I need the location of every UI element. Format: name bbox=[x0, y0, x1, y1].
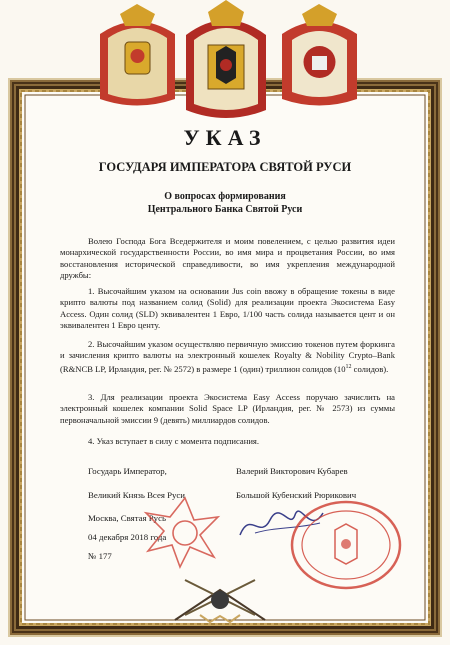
coat-of-arms-right bbox=[272, 4, 367, 114]
official-seal bbox=[290, 500, 402, 590]
decree-topic bbox=[0, 190, 450, 216]
signatory-title-1: Государь Император, bbox=[88, 466, 167, 476]
decree-title: УКАЗ bbox=[183, 125, 267, 150]
decree-number: № 177 bbox=[88, 551, 112, 561]
coat-of-arms-left bbox=[90, 4, 185, 114]
paragraph-3: 3. Для реализации проекта Экосистема Easy Access поручаю зачислить на электронный кошелек компании Solid Space LP (Ирландия, рег. № 2573) из суммы первоначальной эмиссии 9 (девять) миллиардов солидов. bbox=[60, 392, 395, 425]
topic-line-2: Центрального Банка Святой Руси bbox=[147, 204, 303, 215]
paragraph-1: 1. Высочайшим указом на основании Jus coin ввожу в обращение токены в виде крипто валюты под названием солид (Solid) для реализации проекта Экосистема Easy Access. Один солид (SLD) эквивалентен 1 Евро, 1/100 часть солида называется цент и он эквивалентен 1 Евро центу. bbox=[60, 286, 395, 330]
paragraph-preamble: Волею Господа Бога Вседержителя и моим повелением, с целью развития идеи монархической государственности России, во имя мира и процветания России, во имя восстановления исторической справедливости, во имя укрепления международной дружбы: bbox=[60, 236, 395, 280]
signatory-name-1: Валерий Викторович Кубарев bbox=[236, 466, 348, 476]
paragraph-4: 4. Указ вступает в силу с момента подписания. bbox=[88, 436, 260, 446]
paragraph-2-text: 2. Высочайшим указом осуществляю первичную эмиссию токенов путем форкинга и зачисления крипто валюты на электронный кошелек Royalty & Nobility Crypto–Bank (R&NCB LP, Ирландия, рег. № 2572) в размере 1 (один) триллион солидов (10 bbox=[60, 339, 395, 374]
coat-of-arms-center bbox=[178, 0, 274, 126]
bottom-emblem bbox=[160, 570, 280, 625]
topic-line-1: О вопросах формирования bbox=[164, 191, 286, 202]
decree-subtitle: ГОСУДАРЯ ИМПЕРАТОРА СВЯТОЙ РУСИ bbox=[98, 160, 352, 174]
paragraph-2 bbox=[60, 339, 395, 375]
exponent: 12 bbox=[345, 363, 352, 370]
signatory-title-2: Великий Князь Всея Руси bbox=[88, 490, 185, 500]
signatory-name-2: Большой Кубенский Рюрикович bbox=[236, 490, 357, 500]
star-seal bbox=[140, 495, 230, 570]
date: 04 декабря 2018 года bbox=[88, 532, 167, 542]
place: Москва, Святая Русь bbox=[88, 513, 166, 523]
paragraph-2-tail: солидов). bbox=[351, 363, 389, 374]
